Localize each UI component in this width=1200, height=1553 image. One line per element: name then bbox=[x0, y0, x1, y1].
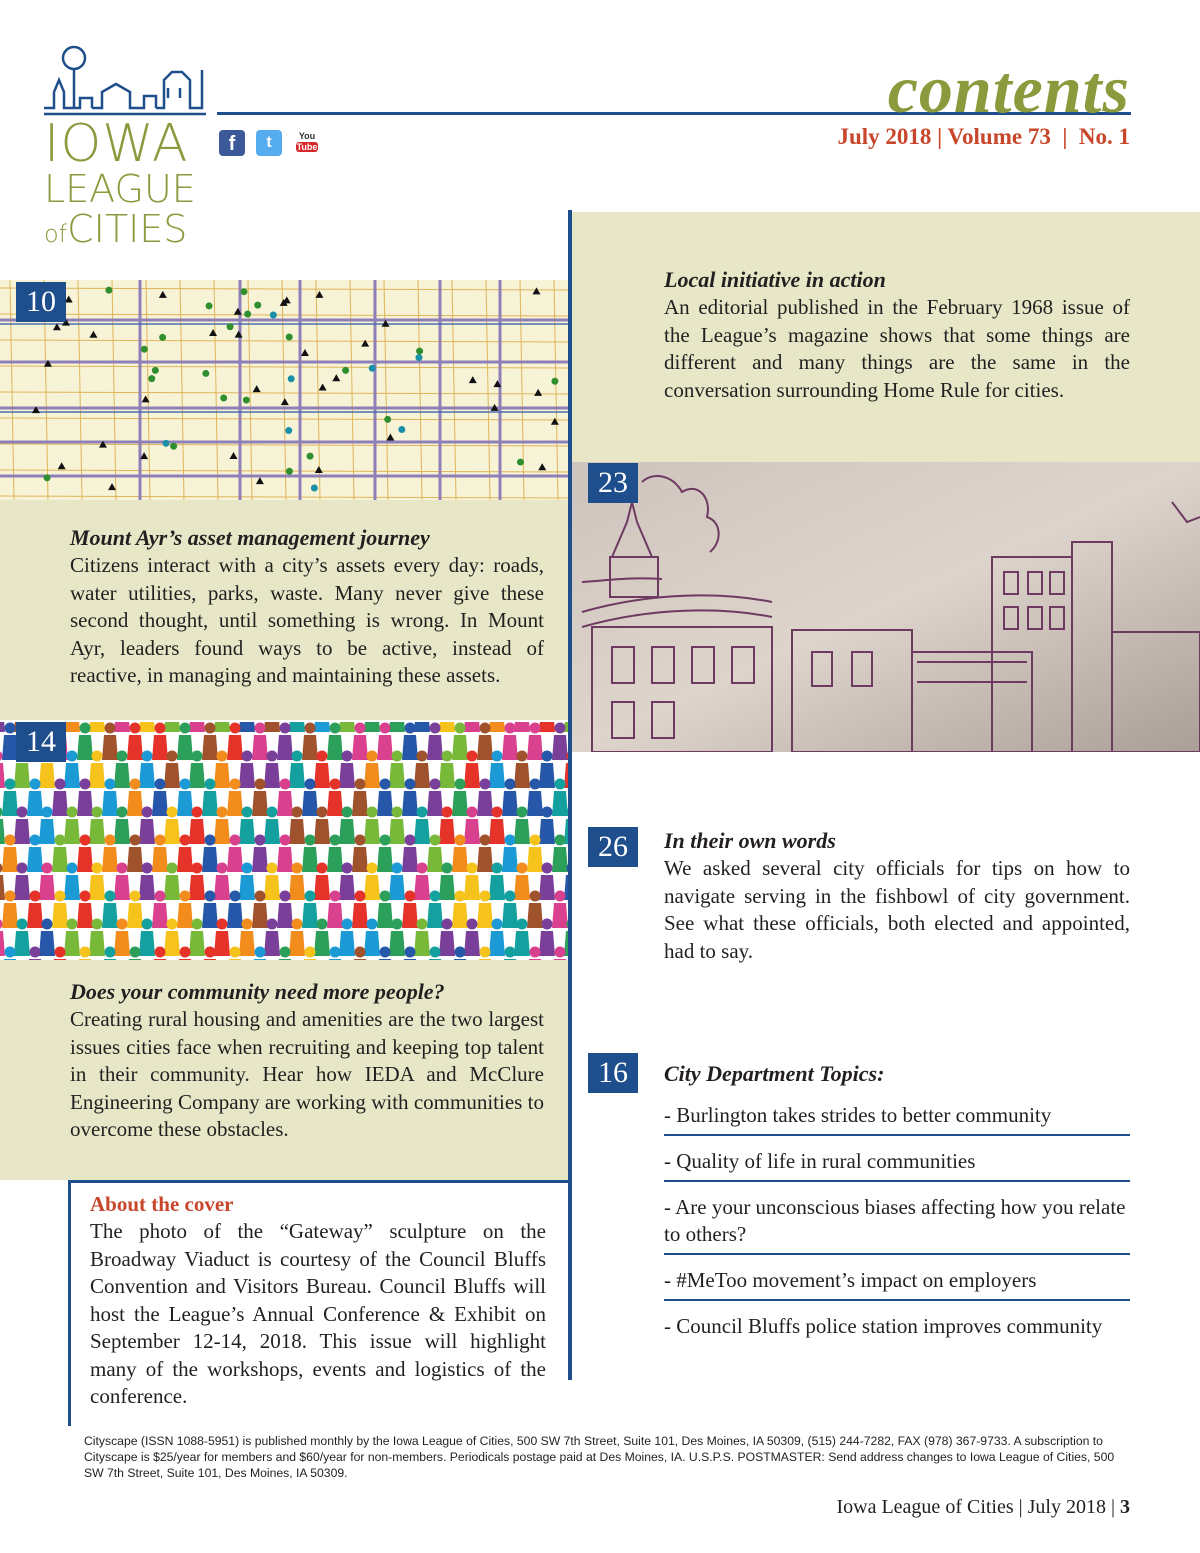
logo-text-league: LEAGUE bbox=[44, 167, 196, 211]
cover-box-left-rule bbox=[68, 1182, 71, 1426]
article-title: Mount Ayr’s asset management journey bbox=[70, 525, 430, 550]
topic-item[interactable]: - Burlington takes strides to better community bbox=[664, 1098, 1130, 1136]
people-crowd-image bbox=[0, 722, 570, 960]
page-number-badge-local-initiative: 23 bbox=[588, 463, 638, 503]
article-summary: Creating rural housing and amenities are the two largest issues cities face when recruiting and keeping top talent in their community. Hear how IEDA and McClure Engineering Company are working with communities to overcome these obstacles. bbox=[70, 1007, 544, 1141]
page-title: contents bbox=[887, 51, 1130, 127]
article-mount-ayr[interactable] bbox=[70, 524, 544, 690]
publication-info: Cityscape (ISSN 1088-5951) is published monthly by the Iowa League of Cities, 500 SW 7th Street, Suite 101, Des Moines, IA 50309, (515) 244-7282, FAX (978) 367-9733. A subscription to Cityscape is $25/year for members and $60/year for non-members. Periodicals postage paid at Des Moines, IA. U.S.P.S. POSTMASTER: Send address changes to Iowa League of Cities, 500 SW 7th Street, Suite 101, Des Moines, IA 50309. bbox=[84, 1434, 1115, 1480]
page-number-badge-topics: 16 bbox=[588, 1053, 638, 1093]
topic-item[interactable]: - Quality of life in rural communities bbox=[664, 1144, 1130, 1182]
page-number: 3 bbox=[1120, 1496, 1130, 1518]
article-title: Local initiative in action bbox=[664, 267, 886, 292]
logo-text-iowa: IOWA bbox=[44, 114, 189, 174]
article-summary: Citizens interact with a city’s assets every day: roads, water utilities, parks, waste. Many never give these second thought, until something is wrong. In Mount Ayr, leaders found ways to be active, instead of reactive, in managing and maintaining these assets. bbox=[70, 553, 544, 687]
twitter-icon[interactable]: t bbox=[256, 130, 282, 156]
cover-heading: About the cover bbox=[90, 1192, 234, 1216]
city-department-topics bbox=[664, 1060, 1130, 1353]
page-number-badge-own-words: 26 bbox=[588, 827, 638, 867]
cover-description: The photo of the “Gateway” sculpture on the Broadway Viaduct is courtesy of the Council Bluffs Convention and Visitors Bureau. Council Bluffs will host the League’s Annual Conference & Exhibit on September 12-14, 2018. This issue will highlight many of the workshops, events and logistics of the conference. bbox=[90, 1219, 546, 1408]
logo-text-of-cities: ofCITIES bbox=[44, 207, 188, 251]
youtube-icon[interactable]: You Tube bbox=[294, 130, 320, 156]
iowa-league-logo bbox=[40, 42, 210, 252]
page-footer bbox=[836, 1496, 1130, 1519]
article-own-words[interactable] bbox=[664, 827, 1130, 965]
article-summary: We asked several city officials for tips on how to navigate serving in the fishbowl of city government. See what these officials, both elected and appointed, had to say. bbox=[664, 856, 1130, 963]
cover-box-top-rule bbox=[68, 1180, 570, 1183]
facebook-icon[interactable]: f bbox=[219, 130, 245, 156]
building-sketch-graphic bbox=[572, 462, 1200, 752]
issue-info: July 2018 | Volume 73 | No. 1 bbox=[837, 124, 1130, 149]
topic-item[interactable]: - Council Bluffs police station improves community bbox=[664, 1314, 1103, 1338]
page-number-badge-more-people: 14 bbox=[16, 722, 66, 762]
page-number-badge-mount-ayr: 10 bbox=[16, 282, 66, 322]
asset-map-image bbox=[0, 280, 570, 500]
city-skyline-icon bbox=[40, 42, 210, 122]
city-sketch-image bbox=[572, 462, 1200, 752]
article-title: Does your community need more people? bbox=[70, 979, 445, 1004]
asset-map-graphic bbox=[0, 280, 570, 500]
footer-text: Iowa League of Cities | July 2018 | bbox=[836, 1496, 1120, 1518]
about-the-cover bbox=[90, 1190, 546, 1411]
article-more-people[interactable] bbox=[70, 978, 544, 1144]
article-local-initiative[interactable] bbox=[664, 266, 1130, 404]
article-summary: An editorial published in the February 1968 issue of the League’s magazine shows that some things are different and many things are the same in the conversation surrounding Home Rule for cities. bbox=[664, 295, 1130, 402]
people-crowd-graphic bbox=[0, 722, 570, 960]
vertical-divider bbox=[568, 210, 572, 1380]
topics-title: City Department Topics: bbox=[664, 1061, 885, 1086]
topic-item[interactable]: - Are your unconscious biases affecting how you relate to others? bbox=[664, 1190, 1130, 1255]
article-title: In their own words bbox=[664, 828, 836, 853]
topic-item[interactable]: - #MeToo movement’s impact on employers bbox=[664, 1263, 1130, 1301]
